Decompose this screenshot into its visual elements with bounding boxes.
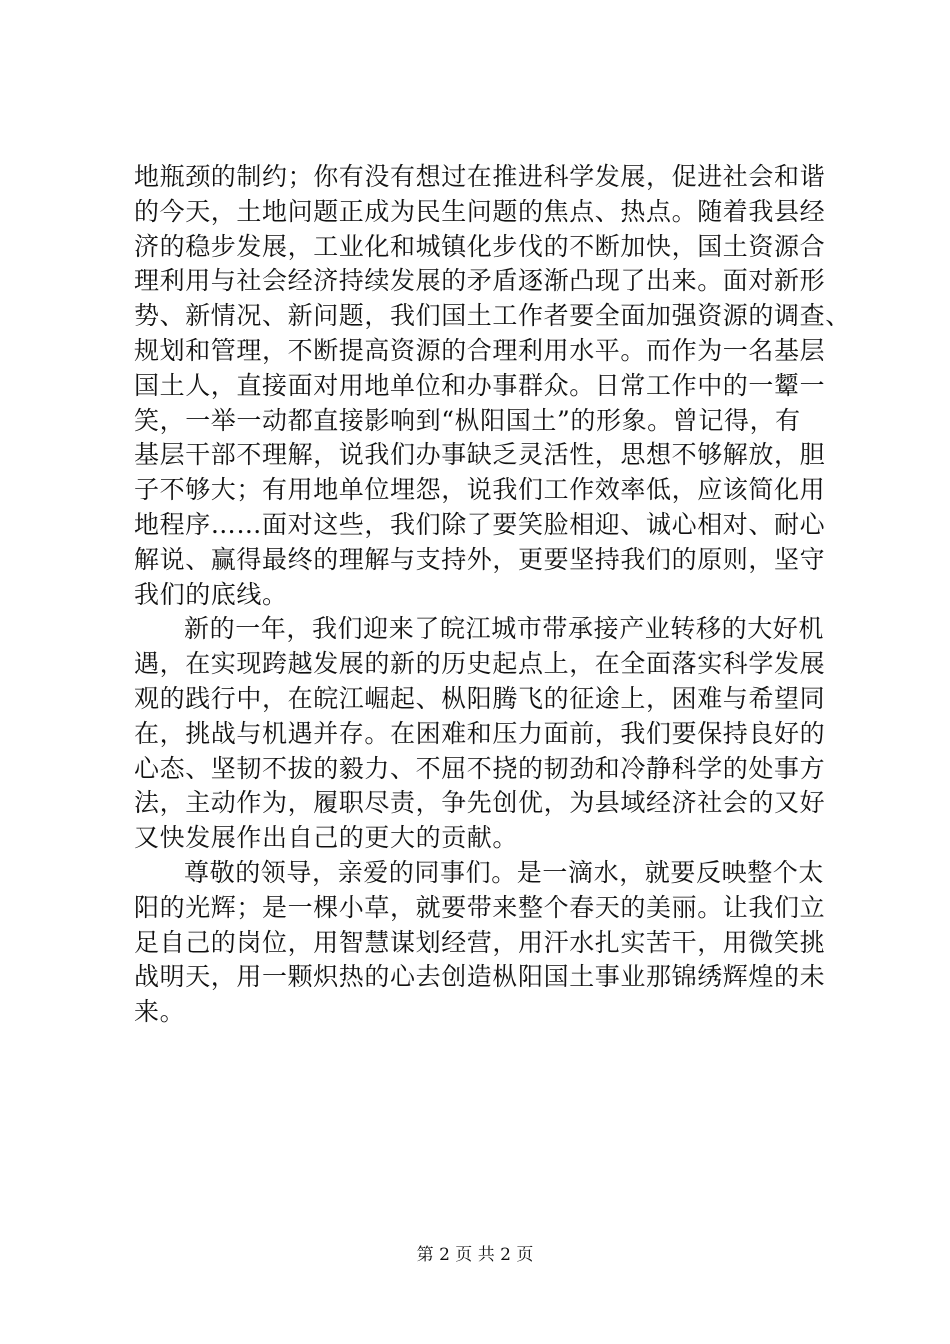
text-line: 笑，一举一动都直接影响到“枞阳国土”的形象。曾记得，有 xyxy=(134,405,801,435)
body-text xyxy=(134,160,851,1030)
text-line: 法，主动作为，履职尽责，争先创优，为县域经济社会的又好 xyxy=(134,788,826,818)
paragraph-start-line: 尊敬的领导，亲爱的同事们。是一滴水，就要反映整个太 xyxy=(184,857,825,887)
text-line: 理利用与社会经济持续发展的矛盾逐渐凸现了出来。面对新形 xyxy=(134,266,826,296)
text-line: 阳的光辉；是一棵小草，就要带来整个春天的美丽。让我们立 xyxy=(134,892,826,922)
text-line: 观的践行中，在皖江崛起、枞阳腾飞的征途上，困难与希望同 xyxy=(134,683,826,713)
text-line: 规划和管理，不断提高资源的合理利用水平。而作为一名基层 xyxy=(134,335,826,365)
text-line: 济的稳步发展，工业化和城镇化步伐的不断加快，国土资源合 xyxy=(134,231,826,261)
text-line: 国土人，直接面对用地单位和办事群众。日常工作中的一颦一 xyxy=(134,370,826,400)
text-line: 解说、赢得最终的理解与支持外，更要坚持我们的原则，坚守 xyxy=(134,544,826,574)
text-line: 基层干部不理解，说我们办事缺乏灵活性，思想不够解放，胆 xyxy=(134,440,826,470)
text-line: 又快发展作出自己的更大的贡献。 xyxy=(134,823,519,853)
page-number-footer: 第 2 页 共 2 页 xyxy=(416,1245,534,1265)
text-line: 足自己的岗位，用智慧谋划经营，用汗水扎实苦干，用微笑挑 xyxy=(134,927,826,957)
text-line: 来。 xyxy=(134,997,186,1027)
text-line: 地瓶颈的制约；你有没有想过在推进科学发展，促进社会和谐 xyxy=(134,162,826,191)
text-line: 势、新情况、新问题，我们国土工作者要全面加强资源的调查、 xyxy=(134,301,851,331)
paragraph-start-line: 新的一年，我们迎来了皖江城市带承接产业转移的大好机 xyxy=(184,614,825,644)
text-line: 的今天，土地问题正成为民生问题的焦点、热点。随着我县经 xyxy=(134,196,826,226)
text-line: 心态、坚韧不拔的毅力、不屈不挠的韧劲和冷静科学的处事方 xyxy=(134,753,826,783)
text-line: 地程序……面对这些，我们除了要笑脸相迎、诚心相对、耐心 xyxy=(134,509,826,539)
text-line: 战明天，用一颗炽热的心去创造枞阳国土事业那锦绣辉煌的未 xyxy=(134,962,826,992)
text-line: 在，挑战与机遇并存。在困难和压力面前，我们要保持良好的 xyxy=(134,718,826,748)
text-line: 遇，在实现跨越发展的新的历史起点上，在全面落实科学发展 xyxy=(134,649,826,679)
text-line: 我们的底线。 xyxy=(134,579,288,609)
text-line: 子不够大；有用地单位埋怨，说我们工作效率低，应该简化用 xyxy=(134,475,826,505)
